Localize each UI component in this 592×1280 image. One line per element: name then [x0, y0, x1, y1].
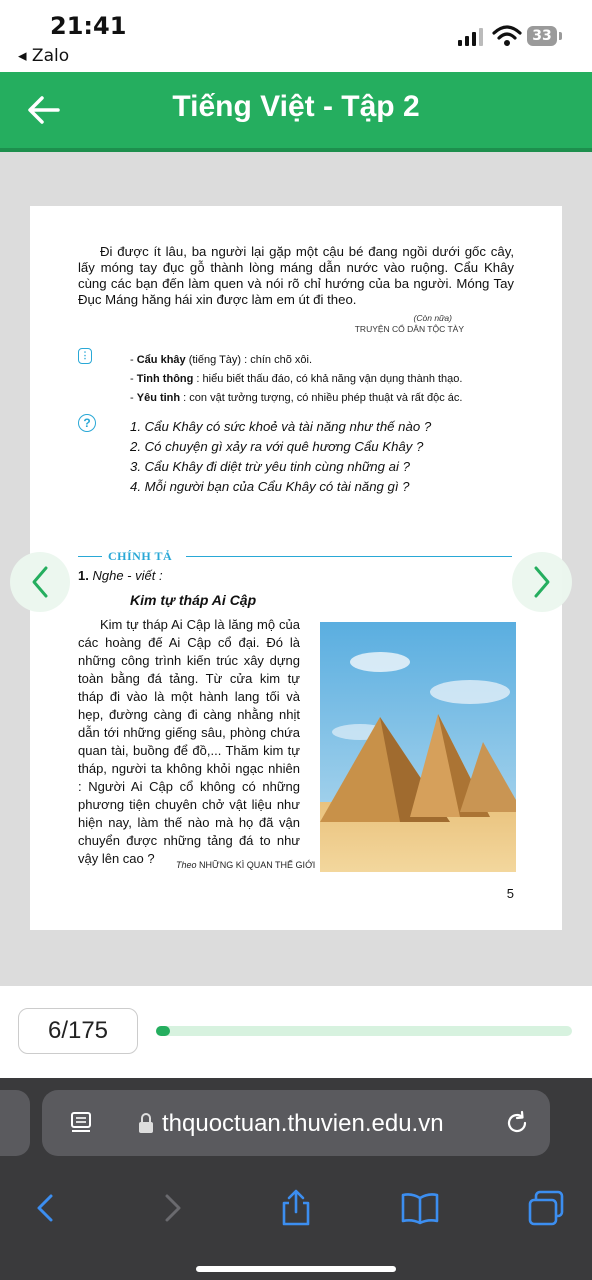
section-title: CHÍNH TẢ [108, 549, 173, 563]
back-to-app-link[interactable]: ◂ Zalo [18, 46, 70, 66]
browser-back-icon[interactable] [26, 1188, 66, 1228]
share-icon[interactable] [276, 1188, 316, 1228]
glossary-item: - Cẩu khây (tiếng Tày) : chín chõ xôi. [130, 354, 313, 366]
glossary-item: - Yêu tinh : con vật tưởng tượng, có nhiều phép thuật và rất độc ác. [130, 392, 463, 404]
source-prefix: Theo [176, 860, 197, 870]
progress-fill [156, 1026, 170, 1036]
chevron-left-icon [10, 552, 70, 612]
question-item: 4. Mỗi người bạn của Cẩu Khây có tài năng gì ? [130, 479, 410, 494]
intro-paragraph: Đi được ít lâu, ba người lại gặp một cậu bé đang ngồi dưới gốc cây, lấy móng tay đục gỗ thành lòng máng dẫn nước vào ruộng. Cẩu Khây cùng các bạn đến làm quen và nói rõ chỉ hướng của ba người. Móng Tay Đục Máng hăng hái xin được làm em út đi theo. [78, 244, 514, 307]
glossary-def: : con vật tưởng tượng, có nhiều phép thuật và rất độc ác. [180, 392, 463, 404]
reader-mode-icon[interactable] [68, 1110, 94, 1136]
question-item: 1. Cẩu Khây có sức khoẻ và tài năng như thế nào ? [130, 419, 432, 434]
story-title: Kim tự tháp Ai Cập [130, 592, 257, 608]
status-bar [0, 0, 592, 72]
page-navigator [0, 986, 592, 1078]
section-divider [78, 556, 102, 557]
exercise-label: Nghe - viết : [92, 568, 163, 583]
questions-list [130, 417, 431, 497]
glossary-term: Cẩu khây [136, 354, 186, 366]
section-header [78, 549, 512, 563]
lock-icon [138, 1112, 154, 1134]
previous-tab-preview[interactable] [0, 1090, 30, 1156]
page-counter[interactable]: 6/175 [18, 1008, 138, 1054]
reload-icon[interactable] [502, 1108, 532, 1138]
url-text: thquoctuan.thuvien.edu.vn [162, 1110, 444, 1137]
tabs-icon[interactable] [526, 1188, 566, 1228]
page-number: 5 [506, 886, 514, 901]
wifi-icon [492, 24, 522, 48]
glossary-icon: ⋮ [78, 348, 92, 364]
exercise-heading [78, 568, 163, 583]
address-bar[interactable] [42, 1090, 550, 1156]
story-text: Kim tự tháp Ai Cập là lăng mộ của các hoàng đế Ai Cập cổ đại. Đó là những công trình kiến trúc xây dựng toàn bằng đá tảng. Từ cửa kim tự tháp đi vào là một hành lang tối và hẹp, đường càng đi càng nhằng nhịt dẫn tới những giếng sâu, phòng chứa quan tài, buồng để đồ,... Thăm kim tự tháp, người ta không khỏi ngạc nhiên : Người Ai Cập cổ không có những phương tiện chuyên chở vật liệu như hiện nay, làm thế nào mà họ đã vận chuyển được những tảng đá to như vậy lên cao ? [78, 617, 300, 866]
app-header [0, 72, 592, 152]
browser-forward-icon[interactable] [152, 1188, 192, 1228]
cellular-signal-icon [458, 28, 483, 46]
home-indicator [196, 1266, 396, 1272]
status-time: 21:41 [50, 12, 127, 40]
section-divider [186, 556, 512, 557]
continued-note: (Còn nữa) [413, 313, 452, 323]
page-title: Tiếng Việt - Tập 2 [172, 90, 420, 123]
story-source: TRUYỆN CỔ DÂN TỘC TÀY [354, 324, 464, 334]
pyramid-image [320, 622, 516, 872]
next-page-button[interactable] [512, 552, 572, 612]
page-progress-slider[interactable] [156, 1026, 572, 1036]
glossary-item: - Tinh thông : hiểu biết thấu đáo, có khả năng vận dụng thành thạo. [130, 373, 463, 385]
browser-toolbar [0, 1078, 592, 1280]
battery-tip [559, 32, 562, 40]
book-page [30, 206, 562, 930]
exercise-number: 1. [78, 568, 89, 583]
glossary-term: Tinh thông [136, 373, 194, 385]
previous-page-button[interactable] [10, 552, 70, 612]
question-item: 3. Cẩu Khây đi diệt trừ yêu tinh cùng những ai ? [130, 459, 410, 474]
story-source-2 [176, 860, 315, 870]
source-title: NHỮNG KÌ QUAN THẾ GIỚI [199, 860, 316, 870]
chevron-right-icon [512, 552, 572, 612]
question-icon: ? [78, 414, 96, 432]
glossary-def: : hiểu biết thấu đáo, có khả năng vận dụng thành thạo. [193, 373, 463, 385]
glossary-def: (tiếng Tày) : chín chõ xôi. [185, 354, 313, 366]
glossary-term: Yêu tinh [136, 392, 181, 404]
question-item: 2. Có chuyện gì xảy ra với quê hương Cẩu Khây ? [130, 439, 424, 454]
battery-icon: 33 [527, 26, 557, 46]
bookmarks-icon[interactable] [400, 1188, 440, 1228]
glossary-list [130, 351, 462, 408]
